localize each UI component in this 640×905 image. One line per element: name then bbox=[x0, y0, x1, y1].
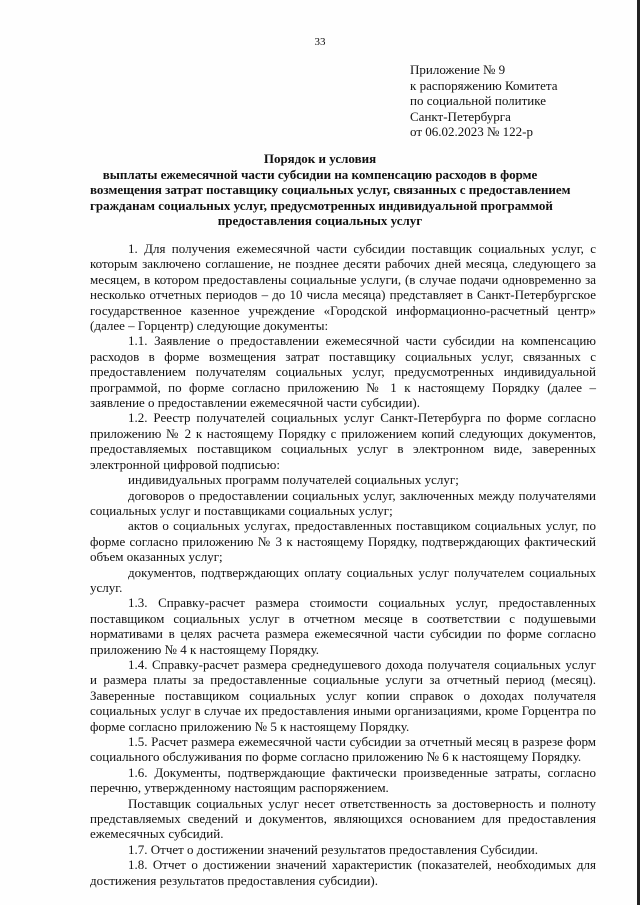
paragraph-1-7: 1.7. Отчет о достижении значений результатов предоставления Субсидии. bbox=[128, 841, 538, 857]
list-item: индивидуальных программ получателей социальных услуг; bbox=[128, 472, 459, 488]
list-item: актов о социальных услугах, предоставленных поставщиком социальных услуг, по форме согласно приложению № 3 к настоящему Порядку, подтверждающих фактический объем оказанных услуг; bbox=[90, 518, 596, 565]
list-item: документов, подтверждающих оплату социальных услуг получателем социальных услуг. bbox=[90, 564, 596, 595]
paragraph-1-2: 1.2. Реестр получателей социальных услуг Санкт-Петербурга по форме согласно приложению № 2 к настоящему Порядку с приложением копий следующих документов, предоставляемых поставщиком социальных услуг в электронном виде, заверенных электронной цифровой подписью: bbox=[90, 410, 596, 472]
paragraph-1-4: 1.4. Справку-расчет размера среднедушевого дохода получателя социальных услуг и размера платы за предоставленные социальные услуги за отчетный период (месяц). Заверенные поставщиком социальных услуг копии справок о доходах получателя социальных услуг в случае их предоставления иными организациями, кроме Горцентра по форме согласно приложению № 5 к настоящему Порядку. bbox=[90, 656, 596, 734]
appendix-line: Приложение № 9 bbox=[410, 62, 506, 77]
document-title bbox=[90, 151, 571, 229]
responsibility-paragraph: Поставщик социальных услуг несет ответственность за достоверность и полноту представляемых сведений и документов, являющихся основанием для предоставления ежемесячных субсидий. bbox=[90, 795, 596, 842]
appendix-line: Санкт-Петербурга bbox=[410, 108, 511, 124]
appendix-line: от 06.02.2023 № 122-р bbox=[410, 124, 533, 139]
paragraph-1-6: 1.6. Документы, подтверждающие фактически произведенные затраты, согласно перечню, утвержденному настоящим распоряжением. bbox=[90, 764, 596, 796]
title-line: выплаты ежемесячной части субсидии на компенсацию расходов в форме bbox=[102, 166, 538, 182]
appendix-line: по социальной политике bbox=[410, 93, 546, 108]
list-item: договоров о предоставлении социальных услуг, заключенных между получателями социальных услуг и поставщиками социальных услуг; bbox=[90, 487, 596, 518]
appendix-line: к распоряжению Комитета bbox=[410, 77, 558, 93]
title-line: предоставления социальных услуг bbox=[217, 213, 423, 228]
appendix-block bbox=[410, 62, 558, 140]
title-line: Порядок и условия bbox=[263, 151, 377, 166]
document-body bbox=[90, 241, 596, 888]
paragraph-1-8: 1.8. Отчет о достижении значений характеристик (показателей, необходимых для достижения результатов предоставления субсидии). bbox=[90, 857, 596, 888]
page-number: 33 bbox=[314, 36, 326, 48]
title-line: гражданам социальных услуг, предусмотренных индивидуальной программой bbox=[90, 197, 553, 213]
title-line: возмещения затрат поставщику социальных услуг, связанных с предоставлением bbox=[90, 182, 571, 197]
paragraph-1: 1. Для получения ежемесячной части субсидии поставщик социальных услуг, с которым заключено соглашение, не позднее десяти рабочих дней месяца, следующего за месяцем, в котором предоставлены социальные услуги, (в случае подачи одновременно за несколько отчетных периодов – до 10 числа месяца) представляет в Санкт-Петербургское государственное казенное учреждение «Городской информационно-расчетный центр» (далее – Горцентр) следующие документы: bbox=[90, 241, 596, 334]
paragraph-1-3: 1.3. Справку-расчет размера стоимости социальных услуг, предоставленных поставщиком социальных услуг в отчетном месяце в соответствии с подушевыми нормативами в целях расчета размера ежемесячной части субсидии по форме согласно приложению № 4 к настоящему Порядку. bbox=[90, 595, 596, 657]
paragraph-1-1: 1.1. Заявление о предоставлении ежемесячной части субсидии на компенсацию расходов в форме возмещения затрат поставщику социальных услуг, связанных с предоставлением получателям социальных услуг, предусмотренных индивидуальной программой, по форме согласно приложению № 1 к настоящему Порядку (далее – заявление о предоставлении ежемесячной части субсидии). bbox=[90, 333, 596, 411]
paragraph-1-5: 1.5. Расчет размера ежемесячной части субсидии за отчетный месяц в разрезе форм социального обслуживания по форме согласно приложению № 6 к настоящему Порядку. bbox=[90, 734, 596, 765]
